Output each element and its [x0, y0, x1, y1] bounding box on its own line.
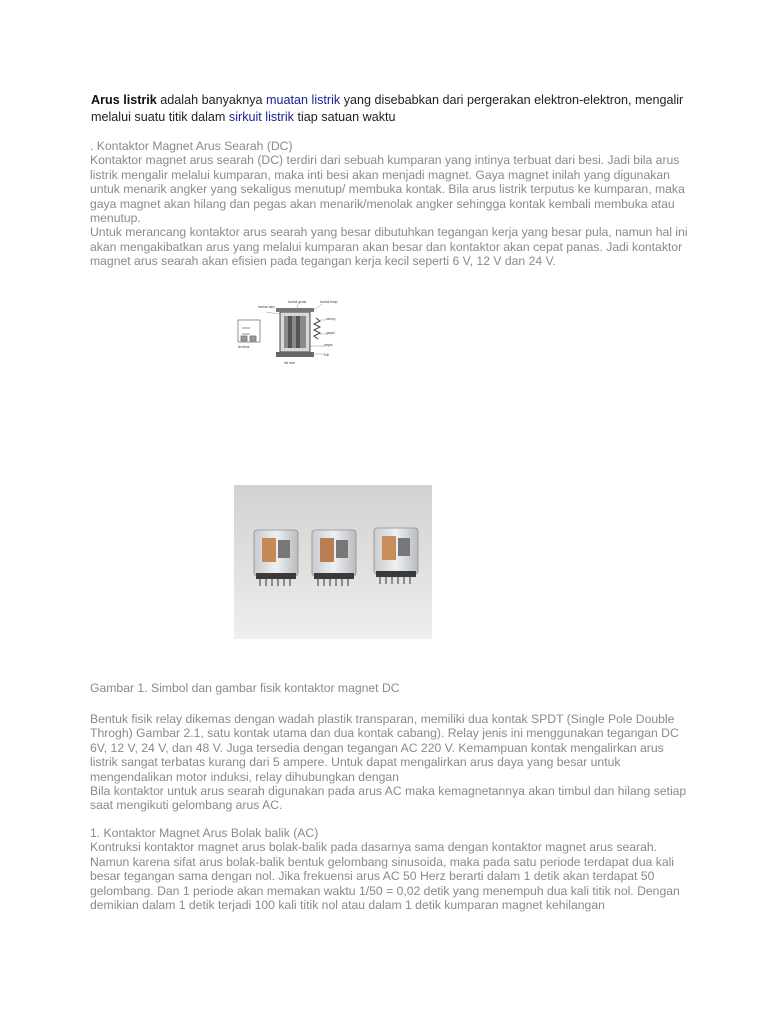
diagram-label-5: ganjal	[326, 331, 335, 335]
diagram-label-7: bolt	[324, 353, 330, 357]
section-dc-heading: . Kontaktor Magnet Arus Searah (DC)	[90, 139, 293, 153]
coil-body	[276, 308, 314, 357]
intro-text-2: yang disebabkan dari pergerakan elektron-elektron, mengalir melalui suatu titik dalam	[91, 93, 684, 124]
diagram-label-1: lumbar dam	[258, 305, 275, 309]
term-arus-listrik: Arus listrik	[91, 93, 157, 107]
diagram-label-3: kontak tetap	[320, 300, 338, 304]
link-sirkuit-listrik[interactable]: sirkuit listrik	[228, 110, 294, 124]
diagram-label-4: sekrup	[326, 317, 336, 321]
intro-text-3: tiap satuan waktu	[293, 110, 396, 124]
figure-caption: Gambar 1. Simbol dan gambar fisik kontaktor magnet DC	[90, 681, 400, 695]
section-dc-para-2: Untuk merancang kontaktor arus searah yang besar dibutuhkan tegangan kerja yang besar pula, namun hal ini akan mengakibatkan arus yang melalui kumparan akan besar dan kontaktor akan cepat panas. Jadi kontaktor magnet arus searah akan efisien pada tegangan kerja kecil seperti 6 V, 12 V dan 24 V.	[90, 225, 688, 269]
diagram-label-6: pegas	[324, 343, 333, 347]
figure-caption-block	[90, 681, 690, 695]
section-dc	[90, 139, 690, 269]
diagram-label-8: inti besi	[284, 361, 295, 365]
diagram-label-9: terminal	[238, 345, 250, 349]
relay-para-1: Bentuk fisik relay dikemas dengan wadah plastik transparan, memiliki dua kontak SPDT (Single Pole Double Throgh) Gambar 2.1, satu kontak utama dan dua kontak cabang). Relay jenis ini menggunakan tegangan DC 6V, 12 V, 24 V, dan 48 V. Juga tersedia dengan tegangan AC 220 V. Kemampuan kontak mengalirkan arus listrik sangat terbatas kurang dari 5 ampere. Untuk dapat mengalirkan arus daya yang besar untuk mengendalikan motor induksi, relay dihubungkan dengan	[90, 712, 679, 784]
contactor-diagram	[236, 298, 340, 368]
intro-paragraph	[91, 92, 691, 126]
relay-description	[90, 712, 690, 813]
intro-text-1: adalah banyaknya	[156, 93, 267, 107]
relay-photo	[234, 485, 432, 639]
section-ac	[90, 826, 690, 912]
relay-para-2: Bila kontaktor untuk arus searah digunakan pada arus AC maka kemagnetannya akan timbul dan hilang setiap saat mengikuti gelombang arus AC.	[90, 784, 687, 813]
section-ac-heading: 1. Kontaktor Magnet Arus Bolak balik (AC)	[90, 826, 319, 840]
diagram-label-2: kontak gerak	[288, 300, 307, 304]
section-ac-para-1: Kontruksi kontaktor magnet arus bolak-balik pada dasarnya sama dengan kontaktor magnet arus searah. Namun karena sifat arus bolak-balik bentuk gelombang sinusoida, maka pada satu periode terdapat dua kali besar tegangan sama dengan nol. Jika frekuensi arus AC 50 Herz berarti dalam 1 detik akan terdapat 50 gelombang. Dan 1 periode akan memakan waktu 1/50 = 0,02 detik yang menempuh dua kali titik nol. Dengan demikian dalam 1 detik terjadi 100 kali titik nol atau dalam 1 detik kumparan magnet kehilangan	[90, 840, 680, 913]
relay-1	[254, 530, 298, 586]
relay-2	[312, 530, 356, 586]
relay-3	[374, 528, 418, 584]
section-dc-para-1: Kontaktor magnet arus searah (DC) terdiri dari sebuah kumparan yang intinya terbuat dari besi. Jadi bila arus listrik mengalir melalui kumparan, maka inti besi akan menjadi magnet. Gaya magnet inilah yang digunakan untuk menarik angker yang sekaligus menutup/ membuka kontak. Bila arus listrik terputus ke kumparan, maka gaya magnet akan hilang dan pegas akan menarik/menolak angker sehingga kontak kembali membuka atau menutup.	[90, 153, 685, 226]
link-muatan-listrik[interactable]: muatan listrik	[266, 93, 341, 107]
